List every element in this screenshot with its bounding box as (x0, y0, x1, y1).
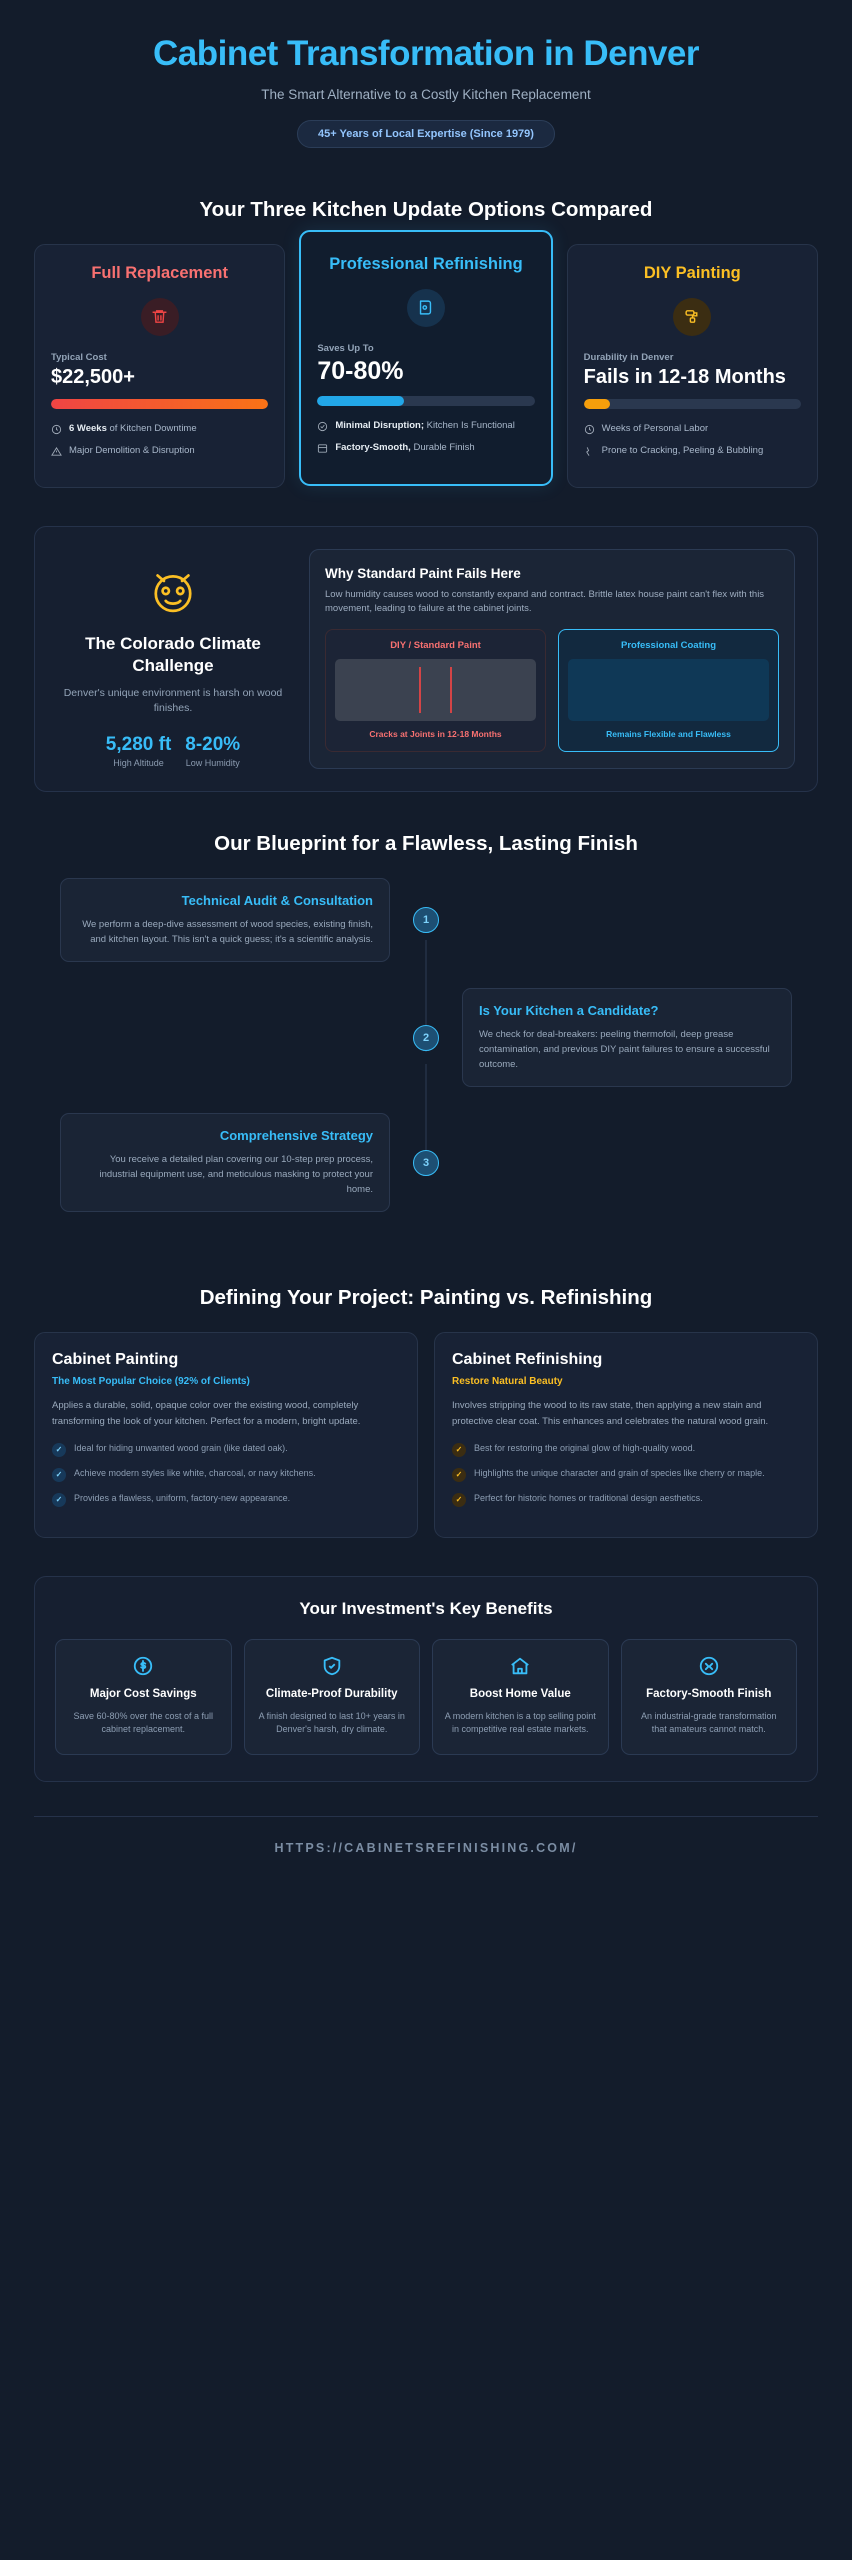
option-bullet-text: Prone to Cracking, Peeling & Bubbling (601, 444, 764, 456)
option-bullet-text: Major Demolition & Disruption (69, 444, 195, 456)
roller-icon (673, 298, 711, 336)
defining-card-painting (34, 1332, 418, 1537)
paint-swatch-flawless (568, 659, 769, 721)
step-card (462, 988, 792, 1087)
option-bullet-bold: 6 Weeks (69, 422, 107, 434)
brush-icon (407, 289, 445, 327)
benefit-text: Save 60-80% over the cost of a full cabinet replacement. (73, 1710, 214, 1735)
defining-check-list (452, 1442, 800, 1507)
step-heading: Is Your Kitchen a Candidate? (479, 1003, 659, 1019)
clock-icon (51, 424, 62, 435)
option-bullet (51, 445, 268, 458)
option-bullet (584, 445, 801, 458)
benefits-grid (55, 1639, 797, 1755)
option-bullet-text: of Kitchen Downtime (106, 422, 197, 434)
defining-card-refinishing (434, 1332, 818, 1537)
options-row (34, 244, 818, 487)
check-text: Achieve modern styles like white, charcoal, or navy kitchens. (74, 1467, 316, 1478)
footer-website-link[interactable]: HTTPS://CABINETSREFINISHING.COM/ (274, 1840, 578, 1855)
paint-failure-panel (309, 549, 795, 769)
panel-description: Low humidity causes wood to constantly expand and contract. Brittle latex house paint can't flex with this movement, leading to failure at the cabinet joints. (325, 588, 765, 614)
defining-title: Cabinet Refinishing (452, 1351, 603, 1369)
defining-row (34, 1332, 818, 1537)
step-card (60, 878, 390, 962)
step-number: 2 (413, 1025, 439, 1051)
option-bar (317, 396, 534, 406)
benefit-card-home-value (432, 1639, 609, 1755)
benefit-text: A modern kitchen is a top selling point in competitive real estate markets. (444, 1710, 596, 1735)
benefit-text: A finish designed to last 10+ years in Denver's harsh, dry climate. (258, 1710, 405, 1735)
check-icon: ✓ (52, 1468, 66, 1482)
option-bullet (51, 423, 268, 436)
defining-section-title: Defining Your Project: Painting vs. Refinishing (199, 1286, 653, 1310)
warning-icon (51, 446, 62, 457)
option-bar (584, 399, 801, 409)
option-bar (51, 399, 268, 409)
climate-stats (57, 734, 289, 768)
panel-heading: Why Standard Paint Fails Here (325, 565, 521, 581)
benefit-title: Major Cost Savings (89, 1687, 197, 1700)
option-bullet (317, 420, 534, 433)
option-title: Professional Refinishing (329, 255, 523, 274)
paint-swatch-cracked (335, 659, 536, 721)
option-card-professional-refinishing (299, 230, 552, 485)
hero-section (0, 0, 852, 158)
step-heading: Comprehensive Strategy (219, 1128, 373, 1144)
list-item (52, 1467, 400, 1482)
climate-stat (106, 734, 171, 768)
option-value: 70-80% (317, 356, 404, 385)
stat-label: Low Humidity (185, 758, 240, 769)
option-bullet-bold: Minimal Disruption; (335, 419, 424, 431)
benefit-title: Climate-Proof Durability (265, 1687, 398, 1700)
shield-icon (256, 1655, 409, 1677)
comparison-footer: Cracks at Joints in 12-18 Months (369, 729, 502, 739)
option-kicker: Durability in Denver (583, 351, 674, 363)
step-heading: Technical Audit & Consultation (181, 892, 373, 908)
climate-icon (57, 561, 289, 619)
benefit-card-factory-finish (621, 1639, 798, 1755)
page-title: Cabinet Transformation in Denver (152, 34, 700, 73)
option-value: $22,500+ (51, 365, 135, 388)
climate-stat (185, 734, 240, 768)
finish-icon (317, 443, 328, 454)
hero-subtitle: The Smart Alternative to a Costly Kitchen Replacement (261, 87, 591, 103)
step-number: 3 (413, 1150, 439, 1176)
option-bullet (317, 442, 534, 455)
process-step-3 (34, 1113, 818, 1212)
crack-icon (584, 446, 595, 457)
check-text: Ideal for hiding unwanted wood grain (like dated oak). (74, 1442, 288, 1453)
comparison-row (325, 629, 779, 752)
comparison-card-professional (558, 629, 779, 752)
climate-summary (57, 549, 289, 769)
stat-label: High Altitude (113, 758, 164, 769)
stat-value: 5,280 ft (105, 734, 172, 756)
step-card (60, 1113, 390, 1212)
defining-body: Applies a durable, solid, opaque color over the existing wood, completely transforming the look of your kitchen. Perfect for a modern, bright update. (52, 1400, 361, 1427)
step-number: 1 (413, 907, 439, 933)
defining-tag: Restore Natural Beauty (452, 1376, 563, 1388)
step-text: You receive a detailed plan covering our 10-step prep process, industrial equipment use, and meticulous masking to protect your home. (99, 1154, 373, 1195)
option-title: Full Replacement (91, 264, 228, 283)
list-item (452, 1492, 800, 1507)
benefits-title: Your Investment's Key Benefits (299, 1598, 553, 1618)
sparkle-icon (633, 1655, 786, 1677)
climate-title: The Colorado Climate Challenge (85, 633, 261, 675)
benefits-section (34, 1576, 818, 1782)
clock-icon (584, 424, 595, 435)
list-item (52, 1442, 400, 1457)
benefit-text: An industrial-grade transformation that amateurs cannot match. (640, 1710, 777, 1735)
defining-check-list (52, 1442, 400, 1507)
benefit-title: Factory-Smooth Finish (646, 1687, 772, 1700)
defining-title: Cabinet Painting (52, 1351, 179, 1369)
option-bullet-text: Weeks of Personal Labor (601, 422, 709, 434)
comparison-header: Professional Coating (620, 640, 716, 651)
check-text: Provides a flawless, uniform, factory-new appearance. (74, 1492, 291, 1503)
check-icon: ✓ (452, 1443, 466, 1457)
check-icon: ✓ (52, 1443, 66, 1457)
home-icon (444, 1655, 597, 1677)
comparison-footer: Remains Flexible and Flawless (606, 729, 731, 739)
list-item (452, 1467, 800, 1482)
check-text: Best for restoring the original glow of high-quality wood. (474, 1442, 696, 1453)
check-icon: ✓ (52, 1493, 66, 1507)
list-item (52, 1492, 400, 1507)
step-text: We check for deal-breakers: peeling thermofoil, deep grease contamination, and previous DIY paint failures to ensure a successful outcome. (479, 1029, 770, 1070)
list-item (452, 1442, 800, 1457)
check-icon: ✓ (452, 1493, 466, 1507)
stat-value: 8-20% (185, 734, 241, 756)
trash-icon (141, 298, 179, 336)
option-kicker: Typical Cost (51, 351, 107, 363)
benefit-card-cost-savings (55, 1639, 232, 1755)
option-bullet (584, 423, 801, 436)
defining-body: Involves stripping the wood to its raw state, then applying a new stain and protective clear coat. This enhances and celebrates the natural wood grain. (452, 1400, 769, 1427)
option-bullet-text: Kitchen Is Functional (424, 419, 515, 431)
options-section-title: Your Three Kitchen Update Options Compared (199, 198, 653, 222)
benefit-card-durability (244, 1639, 421, 1755)
climate-description: Denver's unique environment is harsh on wood finishes. (63, 686, 283, 714)
step-text: We perform a deep-dive assessment of wood species, existing finish, and kitchen layout. This isn't a quick guess; it's a scientific analysis. (82, 918, 373, 945)
comparison-card-diy (325, 629, 546, 752)
clock-check-icon (317, 421, 328, 432)
check-icon: ✓ (452, 1468, 466, 1482)
process-step-2 (34, 988, 818, 1087)
option-bullet-bold: Factory-Smooth, (335, 441, 411, 453)
option-value: Fails in 12-18 Months (583, 365, 786, 388)
blueprint-section-title: Our Blueprint for a Flawless, Lasting Finish (214, 831, 638, 855)
comparison-header: DIY / Standard Paint (390, 640, 481, 651)
option-card-diy-painting (567, 244, 818, 487)
savings-icon (67, 1655, 220, 1677)
option-title: DIY Painting (643, 264, 741, 283)
check-text: Highlights the unique character and grain of species like cherry or maple. (474, 1467, 765, 1478)
option-bullet-text: Durable Finish (410, 441, 475, 453)
benefit-title: Boost Home Value (469, 1687, 571, 1700)
option-kicker: Saves Up To (317, 342, 374, 354)
footer (34, 1816, 818, 1887)
experience-badge: 45+ Years of Local Expertise (Since 1979) (297, 120, 555, 148)
climate-section (34, 526, 818, 792)
process-step-1 (34, 878, 818, 962)
check-text: Perfect for historic homes or traditional design aesthetics. (474, 1492, 703, 1503)
option-card-full-replacement (34, 244, 285, 487)
defining-tag: The Most Popular Choice (92% of Clients) (52, 1376, 250, 1388)
process-flow (34, 878, 818, 1246)
